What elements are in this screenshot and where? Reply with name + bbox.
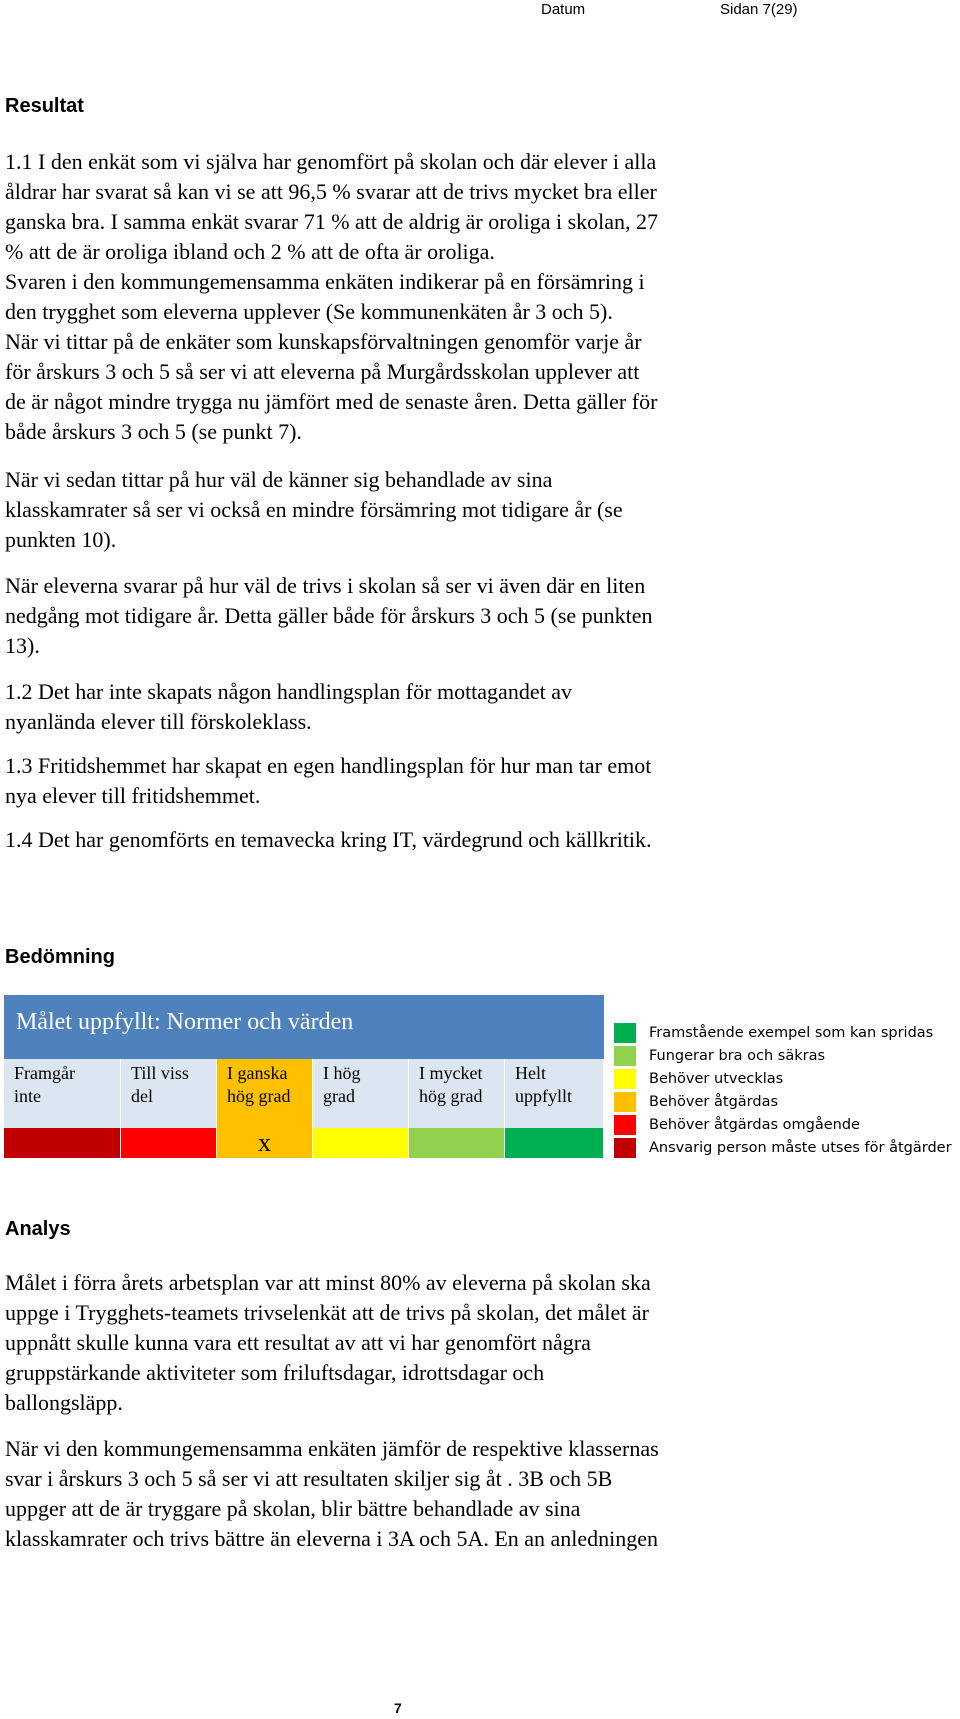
legend-color-swatch: [614, 1115, 636, 1135]
resultat-paragraph-4: 1.2 Det har inte skapats någon handlingsplan för mottagandet av nyanlända elever till förskoleklass.: [5, 679, 572, 734]
selected-level-mark: x: [258, 1128, 271, 1157]
assessment-title-text: Målet uppfyllt: Normer och värden: [16, 1009, 354, 1035]
analys-paragraph-2: När vi den kommungemensamma enkäten jämför de respektive klassernas svar i årskurs 3 och 5 så ser vi att resultaten skiljer sig åt . 3B och 5B uppger att de är tryggare på skolan, blir bättre behandlade av sina klasskamrater och trivs bättre än eleverna i 3A och 5A. En an anledningen: [5, 1436, 659, 1551]
legend-label: Ansvarig person måste utses för åtgärder: [649, 1140, 952, 1156]
level-color-swatch-selected: [217, 1128, 313, 1158]
analys-paragraph-1: Målet i förra årets arbetsplan var att minst 80% av eleverna på skolan ska uppge i Trygghets-teamets trivselenkät att de trivs på skolan, det målet är uppnått skulle kunna vara ett resultat av att vi har genomfört några gruppstärkande aktiviteter som friluftsdagar, idrottsdagar och ballongsläpp.: [5, 1270, 651, 1415]
header-date: Datum: [541, 1, 586, 18]
legend-label: Behöver utvecklas: [649, 1071, 784, 1087]
resultat-paragraph-3: När eleverna svarar på hur väl de trivs i skolan så ser vi även där en liten nedgång mot tidigare år. Detta gäller både för årskurs 3 och 5 (se punkten 13).: [5, 573, 653, 658]
level-color-swatch: [409, 1128, 505, 1158]
level-color-swatch: [121, 1128, 217, 1158]
level-color-swatch: [505, 1128, 604, 1158]
legend-label: Fungerar bra och säkras: [649, 1048, 826, 1064]
resultat-paragraph-1: 1.1 I den enkät som vi själva har genomfört på skolan och där elever i alla åldrar har svarat så kan vi se att 96,5 % svarar att de trivs mycket bra eller ganska bra. I samma enkät svarar 71 % att de aldrig är oroliga i skolan, 27 % att de är oroliga ibland och 2 % att de ofta är oroliga. Svaren i den kommungemensamma enkäten indikerar på en försämring i den trygghet som eleverna upplever (Se kommunenkäten år 3 och 5). När vi tittar på de enkäter som kunskapsförvaltningen genomför varje år för årskurs 3 och 5 så ser vi att eleverna på Murgårdsskolan upplever att de är något mindre trygga nu jämfört med de senaste åren. Detta gäller för både årskurs 3 och 5 (se punkt 7).: [5, 149, 659, 444]
level-cell-selected: I ganska hög grad: [217, 1059, 313, 1128]
footer-page-number: 7: [394, 1700, 402, 1716]
level-color-swatch: [313, 1128, 409, 1158]
legend-color-swatch: [614, 1046, 636, 1066]
legend-color-swatch: [614, 1138, 636, 1158]
legend-label: Behöver åtgärdas omgående: [649, 1117, 860, 1133]
resultat-paragraph-5: 1.3 Fritidshemmet har skapat en egen handlingsplan för hur man tar emot nya elever till fritidshemmet.: [5, 753, 652, 808]
level-cell: Framgår inte: [4, 1059, 121, 1128]
legend-color-swatch: [614, 1092, 636, 1112]
level-cell: Till viss del: [121, 1059, 217, 1128]
analys-heading: Analys: [5, 1218, 71, 1240]
level-color-swatch: [4, 1128, 121, 1158]
resultat-paragraph-6: 1.4 Det har genomförts en temavecka kring IT, värdegrund och källkritik.: [5, 827, 652, 852]
legend-color-swatch: [614, 1069, 636, 1089]
resultat-paragraph-2: När vi sedan tittar på hur väl de känner sig behandlade av sina klasskamrater så ser vi också en mindre försämring mot tidigare år (se punkten 10).: [5, 467, 623, 552]
bedomning-heading: Bedömning: [5, 946, 115, 968]
legend-label: Behöver åtgärdas: [649, 1094, 779, 1110]
level-cell: I mycket hög grad: [409, 1059, 505, 1128]
resultat-heading: Resultat: [5, 95, 84, 117]
level-cell: I hög grad: [313, 1059, 409, 1128]
assessment-table-title: [4, 995, 604, 1059]
header-page-number: Sidan 7(29): [720, 1, 798, 18]
legend-label: Framstående exempel som kan spridas: [649, 1025, 934, 1041]
level-cell: Helt uppfyllt: [505, 1059, 604, 1128]
legend-color-swatch: [614, 1023, 636, 1043]
